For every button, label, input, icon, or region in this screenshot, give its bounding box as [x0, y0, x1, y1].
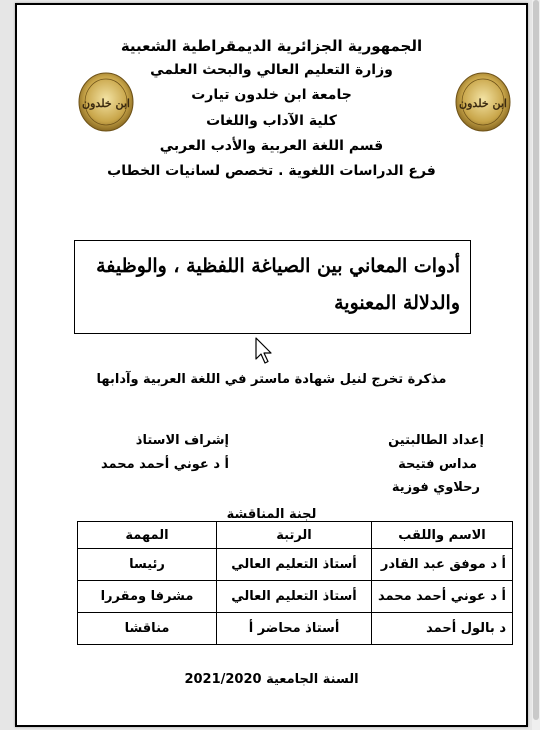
branch-line: فرع الدراسات اللغوية . تخصص لسانيات الخطاب: [107, 163, 436, 179]
table-row: [78, 581, 513, 613]
member-name: د بالول أحمد: [372, 613, 513, 645]
table-row: [78, 613, 513, 645]
faculty-line: كلية الآداب واللغات: [206, 113, 337, 129]
university-line: جامعة ابن خلدون تيارت: [191, 87, 352, 103]
document-page: [15, 3, 528, 727]
student-name: مداس فتيحة: [398, 457, 477, 472]
member-role: رئيسا: [78, 549, 217, 581]
committee-table: [77, 521, 513, 645]
thesis-title-box: [74, 240, 471, 334]
academic-year: السنة الجامعية 2021/2020: [184, 672, 359, 687]
scrollbar-thumb[interactable]: [533, 0, 539, 720]
thesis-title-line-2: والدلالة المعنوية: [334, 292, 460, 314]
department-line: قسم اللغة العربية والأدب العربي: [159, 138, 384, 154]
member-name: أ د موفق عبد القادر: [372, 549, 513, 581]
thesis-title-line-1: أدوات المعاني بين الصياغة اللفظية ، والوظيفة: [96, 255, 460, 277]
student-name: رحلاوي فوزية: [391, 480, 480, 495]
supervision-label: إشراف الاستاذ: [135, 433, 229, 448]
table-header-row: [78, 522, 513, 549]
member-role: مناقشا: [78, 613, 217, 645]
seal-lettering: ابن خلدون: [459, 97, 507, 110]
member-rank: أستاذ التعليم العالي: [217, 581, 372, 613]
supervisor-name: أ د عوني أحمد محمد: [101, 457, 229, 472]
member-role: مشرفا ومقررا: [78, 581, 217, 613]
thesis-degree-line: مذكرة تخرج لنيل شهادة ماستر في اللغة العربية وآدابها: [96, 372, 447, 387]
ministry-line: وزارة التعليم العالي والبحث العلمي: [150, 62, 393, 78]
column-header-name: الاسم واللقب: [372, 522, 513, 549]
republic-line: الجمهورية الجزائرية الديمقراطية الشعبية: [120, 37, 423, 55]
column-header-rank: الرتبة: [217, 522, 372, 549]
table-row: [78, 549, 513, 581]
university-seal-right: [454, 71, 512, 133]
university-seal-left: [77, 71, 135, 133]
mouse-pointer-icon: [254, 337, 274, 365]
seal-lettering: ابن خلدون: [82, 97, 130, 110]
vertical-scrollbar[interactable]: [532, 0, 540, 730]
member-name: أ د عوني أحمد محمد: [372, 581, 513, 613]
preparation-label: إعداد الطالبتين: [388, 433, 484, 448]
committee-title: لجنة المناقشة: [226, 507, 317, 522]
member-rank: أستاذ محاضر أ: [217, 613, 372, 645]
member-rank: أستاذ التعليم العالي: [217, 549, 372, 581]
column-header-role: المهمة: [78, 522, 217, 549]
